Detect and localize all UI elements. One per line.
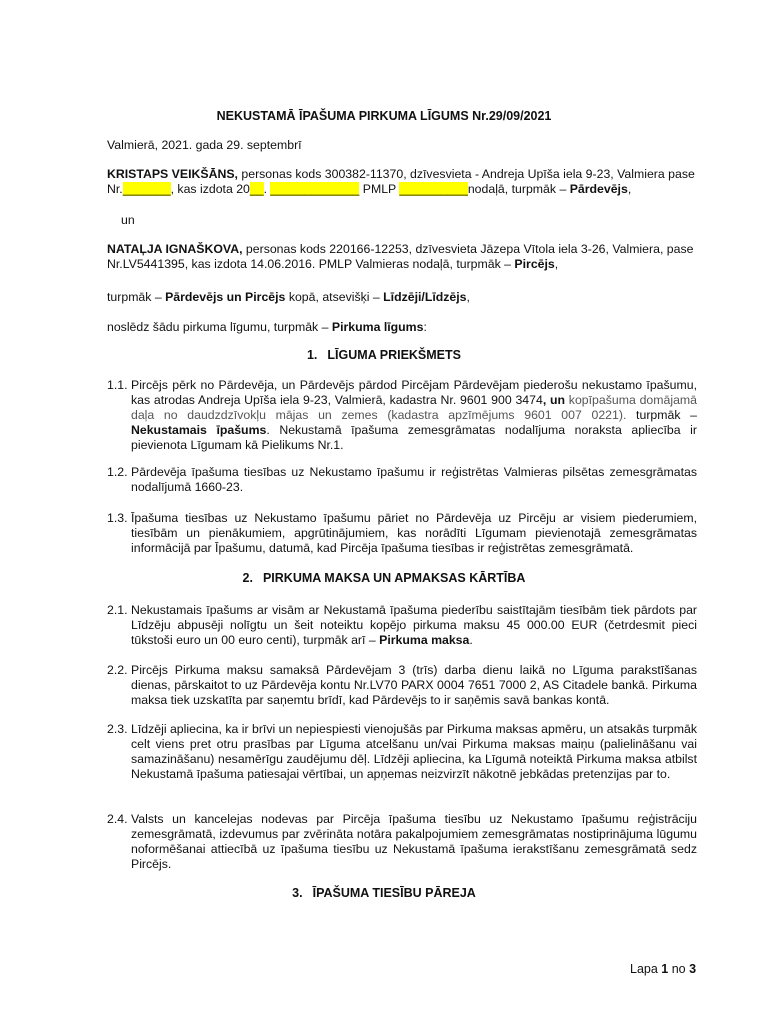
seller-text-6: , bbox=[627, 182, 632, 196]
section-1-title: LĪGUMA PRIEKŠMETS bbox=[327, 348, 461, 362]
footer-total-pages: 3 bbox=[689, 962, 697, 976]
clause-1-1-bold-2: Nekustamais īpašums bbox=[131, 423, 267, 437]
buyer-name: NATAĻJA IGNAŠKOVA, bbox=[107, 242, 243, 256]
clause-1-3-text: Īpašuma tiesības uz Nekustamo īpašumu pāriet no Pārdevēja uz Pircēju ar visiem piederumiem, tiesībām un pienākumiem, apgrūtinājumiem, kas norādīti Līgumam pievienotajā zemesgrāmatas informācijā par Īpašumu, datumā, kad Pircēja īpašuma tiesības ir reģistrētas zemesgrāmatā. bbox=[131, 511, 697, 555]
clause-2-2-text: Pircējs Pirkuma maksu samaksā Pārdevējam 3 (trīs) darba dienu laikā no Līguma parakstīšanas dienas, pārskaitot to uz Pārdevēja kontu Nr.LV70 PARX 0004 7651 7000 2, AS Citadele bankā. Pirkuma maksa tiek uzskatīta par saņemtu brīdī, kad Pārdevējs to ir saņēmis savā bankas kontā. bbox=[131, 663, 697, 707]
clause-2-4-text: Valsts un kancelejas nodevas par Pircēja īpašuma tiesību uz Nekustamo īpašumu reģistrāciju zemesgrāmatā, izdevumus par zvērināta notāra pakalpojumiem zemesgrāmatas nostiprinājuma lūgumu noformēšanai attiecībā uz īpašuma tiesību uz Nekustamā īpašuma ierakstīšanu zemesgrāmatā sedz Pircējs. bbox=[131, 812, 697, 871]
parties-text-1: turpmāk – bbox=[107, 290, 166, 304]
section-1-number: 1. bbox=[306, 348, 318, 362]
parties-text-2: kopā, atsevišķi – bbox=[285, 290, 384, 304]
clause-1-1-number: 1.1. bbox=[107, 378, 128, 392]
parties-text-3: , bbox=[466, 290, 470, 304]
buyer-text-1: personas kods 220166-12253, dzīvesvieta Jāzepa Vītola iela 3-26, Valmiera, pase Nr.LV5441395, kas izdota 14.06.2016. PMLP Valmieras nodaļā, turpmāk – bbox=[107, 242, 694, 271]
clause-1-2-text: Pārdevēja īpašuma tiesības uz Nekustamo īpašumu ir reģistrētas Valmieras pilsētas zemesgrāmatas nodalījumā 1660-23. bbox=[131, 465, 697, 494]
clause-1-1-part-2: turpmāk – bbox=[626, 408, 698, 422]
clause-1-1-bold-1: , un bbox=[542, 393, 566, 407]
clause-2-1-part-2: . bbox=[469, 633, 473, 647]
passport-blank: _______ bbox=[122, 182, 171, 196]
agreement-paragraph bbox=[107, 320, 697, 335]
clause-1-1-co-ownership: kopīpašuma domājamā daļa no daudzdzīvokļu mājas un zemes (kadastra apzīmējums 9601 007 0221). bbox=[131, 393, 697, 422]
clause-1-1 bbox=[107, 378, 697, 453]
clause-2-1-number: 2.1. bbox=[107, 603, 128, 617]
office-blank: __________ bbox=[399, 182, 468, 196]
clause-1-1-part-1: Pircējs pērk no Pārdevēja, un Pārdevējs pārdod Pircējam Pārdevējam piederošu nekustamo īpašumu, kas atrodas Andreja Upīša iela 9-23, Valmierā, kadastra Nr. 9601 900 3474 bbox=[131, 378, 697, 407]
seller-text-5: nodaļā, turpmāk – bbox=[467, 182, 570, 196]
clause-2-4 bbox=[107, 812, 697, 872]
seller-name: KRISTAPS VEIKŠĀNS, bbox=[107, 167, 238, 181]
seller-text-1: personas kods 300382-11370, dzīvesvieta - Andreja Upīša iela 9-23, Valmiera pase Nr. bbox=[107, 167, 695, 196]
buyer-role: Pircējs bbox=[514, 257, 555, 271]
seller-text-4: PMLP bbox=[359, 182, 400, 196]
parties-bold-1: Pārdevējs un Pircējs bbox=[165, 290, 286, 304]
date-blank: _____________ bbox=[270, 182, 360, 196]
seller-paragraph bbox=[107, 167, 697, 197]
parties-bold-2: Līdzēji/Līdzējs bbox=[383, 290, 467, 304]
clause-2-1-part-1: Nekustamais īpašums ar visām ar Nekustamā īpašuma piederību saistītajām tiesībām tiek pārdots par Līdzēju abpusēji nolīgtu un šeit noteiktu kopējo pirkuma maksu 45 000.00 EUR (četrdesmit pieci tūkstoši euro un 00 euro centi), turpmāk arī – bbox=[131, 603, 697, 647]
page-footer bbox=[630, 962, 696, 976]
clause-2-3 bbox=[107, 722, 697, 782]
clause-2-1-bold: Pirkuma maksa bbox=[379, 633, 470, 647]
section-1-heading bbox=[0, 348, 768, 362]
footer-page-number: 1 bbox=[661, 962, 669, 976]
clause-2-1-text bbox=[131, 603, 697, 648]
clause-2-2 bbox=[107, 663, 697, 708]
agreement-text-2: : bbox=[423, 320, 427, 334]
clause-1-2-number: 1.2. bbox=[107, 465, 128, 479]
clause-1-3-number: 1.3. bbox=[107, 511, 128, 525]
clause-2-4-number: 2.4. bbox=[107, 812, 128, 826]
parties-paragraph bbox=[107, 290, 697, 305]
and-word: un bbox=[121, 213, 135, 227]
section-3-heading bbox=[0, 886, 768, 900]
clause-2-1 bbox=[107, 603, 697, 648]
agreement-text-1: noslēdz šādu pirkuma līgumu, turpmāk – bbox=[107, 320, 332, 334]
clause-1-1-text bbox=[131, 378, 697, 453]
clause-1-2 bbox=[107, 465, 697, 495]
place-date: Valmierā, 2021. gada 29. septembrī bbox=[107, 138, 302, 152]
section-2-heading bbox=[0, 571, 768, 585]
section-2-title: PIRKUMA MAKSA UN APMAKSAS KĀRTĪBA bbox=[262, 571, 526, 585]
seller-text-2: , kas izdota 20 bbox=[170, 182, 250, 196]
contract-title: NEKUSTAMĀ ĪPAŠUMA PIRKUMA LĪGUMS Nr.29/09/2021 bbox=[216, 109, 552, 123]
clause-1-1-part-3: . Nekustamā īpašuma zemesgrāmatas nodalījuma noraksta apliecība ir pievienota Līgumam kā Pielikums Nr.1. bbox=[131, 423, 697, 452]
clause-2-2-number: 2.2. bbox=[107, 663, 128, 677]
clause-2-3-number: 2.3. bbox=[107, 722, 128, 736]
clause-2-3-text: Līdzēji apliecina, ka ir brīvi un nepiespiesti vienojušās par Pirkuma maksas apmēru, un atsakās turpmāk celt viens pret otru prasības par Līguma atcelšanu un/vai Pirkuma maksas maiņu (palielināšanu vai samazināšanu) nesamērīgu zaudējumu dēļ. Līdzēji apliecina, ka Līgumā noteiktā Pirkuma maksa atbilst Nekustamā īpašuma patiesajai vērtībai, un apņemas neizvirzīt nākotnē jebkādas pretenzijas par to. bbox=[131, 722, 697, 781]
year-blank: __ bbox=[249, 182, 264, 196]
agreement-bold: Pirkuma līgums bbox=[331, 320, 424, 334]
footer-middle: no bbox=[668, 962, 690, 976]
seller-role: Pārdevējs bbox=[569, 182, 628, 196]
section-2-number: 2. bbox=[242, 571, 253, 585]
seller-text-3: . bbox=[263, 182, 271, 196]
footer-prefix: Lapa bbox=[630, 962, 662, 976]
buyer-text-2: , bbox=[554, 257, 559, 271]
buyer-paragraph bbox=[107, 242, 697, 272]
section-3-number: 3. bbox=[292, 886, 303, 900]
clause-1-3 bbox=[107, 511, 697, 556]
section-3-title: ĪPAŠUMA TIESĪBU PĀREJA bbox=[312, 886, 476, 900]
